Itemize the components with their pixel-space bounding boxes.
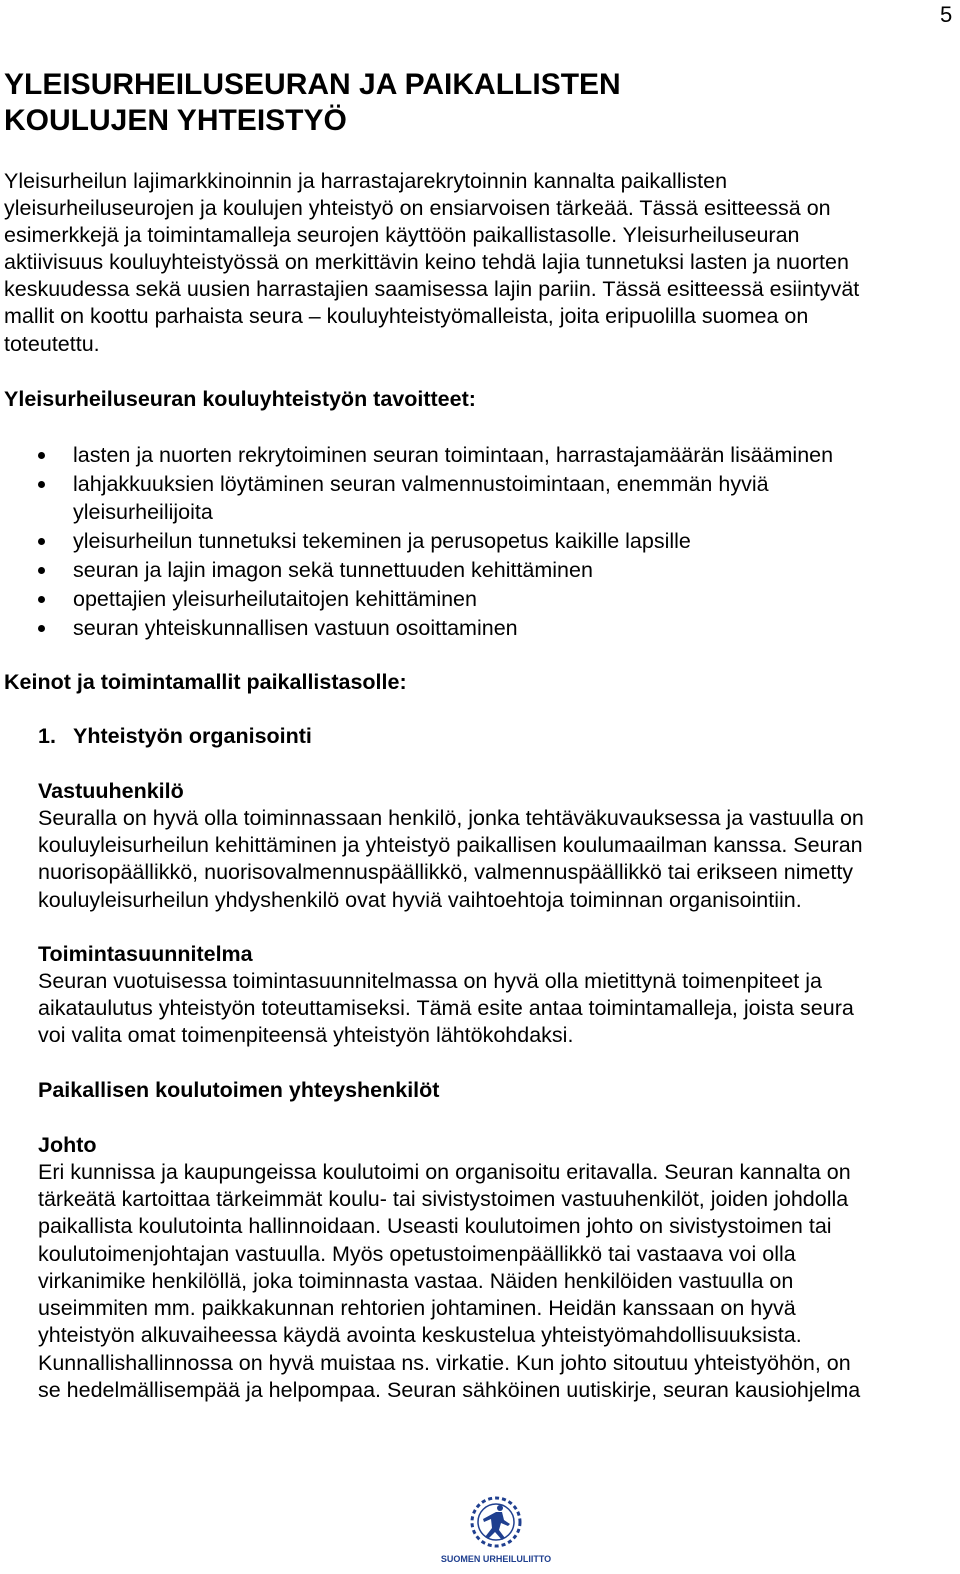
page-number: 5 <box>940 2 953 27</box>
bullet-icon <box>38 481 45 488</box>
list-item: lahjakkuuksien löytäminen seuran valmennustoimintaan, enemmän hyviä <box>73 472 769 496</box>
bullet-icon <box>38 452 45 459</box>
suomen-urheiluliitto-logo <box>430 1494 562 1566</box>
intro-line: Yleisurheilun lajimarkkinoinnin ja harrastajarekrytoinnin kannalta paikallisten <box>4 169 728 193</box>
page-title-line-2: KOULUJEN YHTEISTYÖ <box>4 104 347 137</box>
paragraph-line: kouluyleisurheilun yhdyshenkilö ovat hyviä vaihtoehtoja toiminnan organisointiin. <box>38 888 802 912</box>
logo-text: SUOMEN URHEILULIITTO <box>440 1554 552 1564</box>
bullet-icon <box>38 625 45 632</box>
list-item-continuation: yleisurheilijoita <box>73 500 213 524</box>
intro-line: mallit on koottu parhaista seura – kouluyhteistyömalleista, joita eripuolilla suomea on <box>4 304 809 328</box>
section-title: Yhteistyön organisointi <box>73 724 312 748</box>
bullet-icon <box>38 596 45 603</box>
vastuu-heading: Vastuuhenkilö <box>38 779 184 803</box>
bullet-icon <box>38 538 45 545</box>
paragraph-line: virkanimike henkilöllä, joka toiminnasta vastaa. Näiden henkilöiden vastuulla on <box>38 1269 794 1293</box>
list-item: yleisurheilun tunnetuksi tekeminen ja perusopetus kaikille lapsille <box>73 529 691 553</box>
paragraph-line: tärkeätä kartoittaa tärkeimmät koulu- tai sivistystoimen vastuuhenkilöt, joiden johdolla <box>38 1187 849 1211</box>
paragraph-line: kouluyleisurheilun kehittäminen ja yhteistyö paikallisen koulumaailman kanssa. Seuran <box>38 833 863 857</box>
list-item: lasten ja nuorten rekrytoiminen seuran toimintaan, harrastajamäärän lisääminen <box>73 443 834 467</box>
paragraph-line: Kunnallishallinnossa on hyvä muistaa ns. virkatie. Kun johto sitoutuu yhteistyöhön, on <box>38 1351 851 1375</box>
paikallinen-heading: Paikallisen koulutoimen yhteyshenkilöt <box>38 1078 440 1102</box>
paragraph-line: yhteistyön alkuvaiheessa käydä avointa keskustelua yhteistyömahdollisuuksista. <box>38 1323 802 1347</box>
section-number: 1. <box>38 724 56 748</box>
methods-heading: Keinot ja toimintamallit paikallistasolle: <box>4 670 407 694</box>
list-item: opettajien yleisurheilutaitojen kehittäminen <box>73 587 477 611</box>
paragraph-line: aikataulutus yhteistyön toteuttamiseksi. Tämä esite antaa toimintamalleja, joista seura <box>38 996 854 1020</box>
paragraph-line: Eri kunnissa ja kaupungeissa koulutoimi on organisoitu eritavalla. Seuran kannalta on <box>38 1160 851 1184</box>
paragraph-line: voi valita omat toimenpiteensä yhteistyön lähtökohdaksi. <box>38 1023 574 1047</box>
toiminta-heading: Toimintasuunnitelma <box>38 942 253 966</box>
list-item: seuran yhteiskunnallisen vastuun osoittaminen <box>73 616 518 640</box>
intro-line: toteutettu. <box>4 332 100 356</box>
paragraph-line: nuorisopäällikkö, nuorisovalmennuspäällikkö, valmennuspäällikkö tai erikseen nimetty <box>38 860 854 884</box>
page-title-line-1: YLEISURHEILUSEURAN JA PAIKALLISTEN <box>4 68 621 101</box>
paragraph-line: Seuran vuotuisessa toimintasuunnitelmassa on hyvä olla mietittynä toimenpiteet ja <box>38 969 822 993</box>
intro-line: esimerkkejä ja toimintamalleja seurojen käyttöön paikallistasolle. Yleisurheiluseuran <box>4 223 800 247</box>
johto-heading: Johto <box>38 1133 97 1157</box>
intro-line: aktiivisuus kouluyhteistyössä on merkittävin keino tehdä lajia tunnetuksi lasten ja nuorten <box>4 250 849 274</box>
goals-heading: Yleisurheiluseuran kouluyhteistyön tavoitteet: <box>4 387 476 411</box>
paragraph-line: koulutoimenjohtajan vastuulla. Myös opetustoimenpäällikkö tai vastaava voi olla <box>38 1242 796 1266</box>
bullet-icon <box>38 567 45 574</box>
intro-line: yleisurheiluseurojen ja koulujen yhteistyö on ensiarvoisen tärkeää. Tässä esitteessä on <box>4 196 831 220</box>
paragraph-line: paikallista koulutointa hallinnoidaan. Useasti koulutoimen johto on sivistystoimen tai <box>38 1214 832 1238</box>
intro-line: keskuudessa sekä uusien harrastajien saamisessa lajin pariin. Tässä esitteessä esiintyvät <box>4 277 860 301</box>
paragraph-line: useimmiten mm. paikkakunnan rehtorien johtaminen. Heidän kanssaan on hyvä <box>38 1296 796 1320</box>
paragraph-line: se hedelmällisempää ja helpompaa. Seuran sähköinen uutiskirje, seuran kausiohjelma <box>38 1378 861 1402</box>
list-item: seuran ja lajin imagon sekä tunnettuuden kehittäminen <box>73 558 593 582</box>
paragraph-line: Seuralla on hyvä olla toiminnassaan henkilö, jonka tehtäväkuvauksessa ja vastuulla on <box>38 806 864 830</box>
